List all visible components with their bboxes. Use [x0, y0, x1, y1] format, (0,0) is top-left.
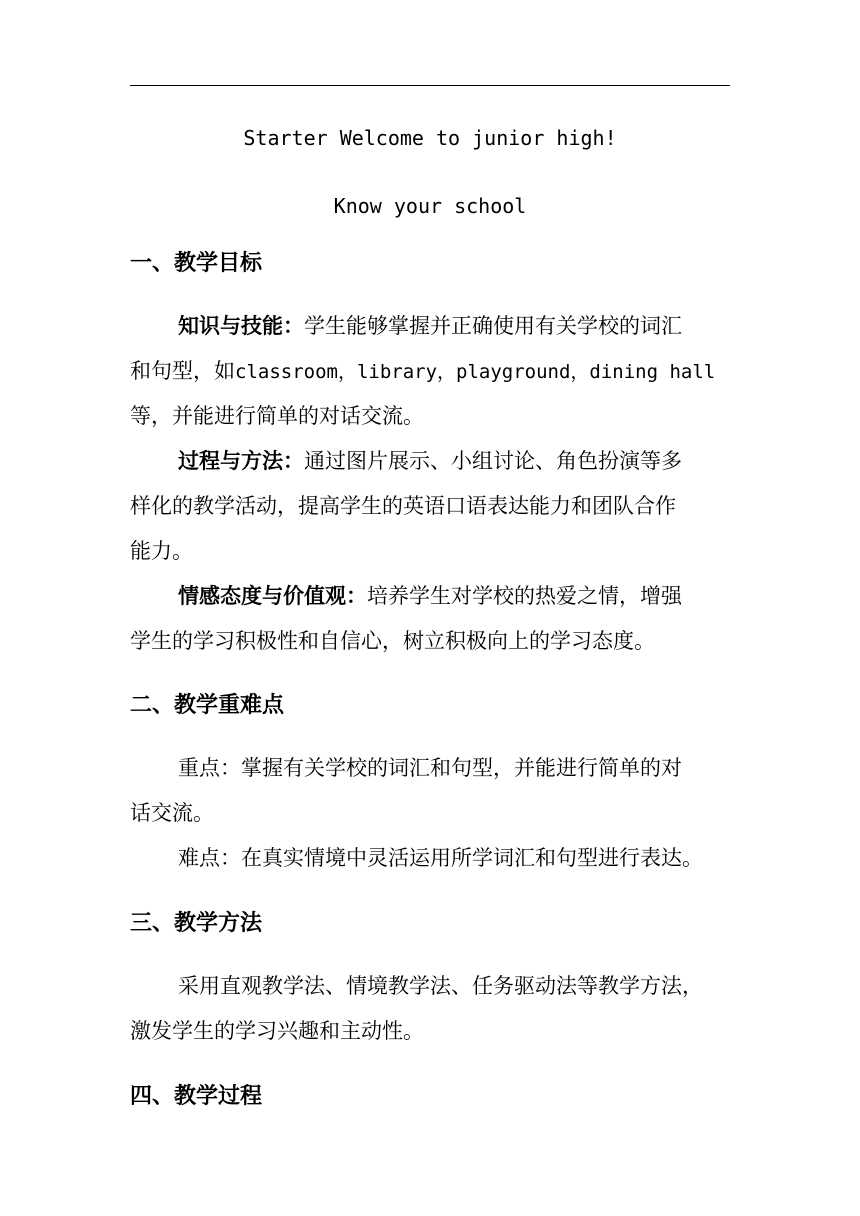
paragraph-line: 话交流。: [130, 801, 214, 825]
paragraph-text: 学生能够掌握并正确使用有关学校的词汇: [304, 314, 682, 338]
paragraph-lead: 过程与方法：: [178, 449, 304, 473]
paragraph-line: 等，并能进行简单的对话交流。: [130, 404, 424, 428]
paragraph-key-point: [130, 746, 730, 836]
section-heading-process: 四、教学过程: [130, 1084, 263, 1109]
paragraph-teaching-methods: [130, 964, 730, 1054]
paragraph-line: [130, 349, 730, 394]
paragraph-knowledge-skills: [130, 304, 730, 439]
paragraph-line: 能力。: [130, 539, 193, 563]
vocabulary-examples: classroom，library，playground，dining hall: [235, 361, 716, 383]
section-heading-methods: 三、教学方法: [130, 911, 263, 936]
paragraph-line: [130, 574, 730, 619]
paragraph-line: 重点：掌握有关学校的词汇和句型，并能进行简单的对: [178, 756, 682, 780]
paragraph-line: 采用直观教学法、情境教学法、任务驱动法等教学方法，: [178, 974, 703, 998]
paragraph-line: [130, 439, 730, 484]
document-subtitle: Know your school: [333, 194, 527, 218]
paragraph-line: 学生的学习积极性和自信心，树立积极向上的学习态度。: [130, 629, 655, 653]
header-rule: [130, 85, 730, 86]
paragraph-text: 培养学生对学校的热爱之情，增强: [367, 584, 682, 608]
paragraph-text: 和句型，如: [130, 359, 235, 383]
paragraph-line: 难点：在真实情境中灵活运用所学词汇和句型进行表达。: [178, 846, 703, 870]
section-heading-objectives: 一、教学目标: [130, 251, 263, 276]
paragraph-line: [130, 304, 730, 349]
paragraph-lead: 情感态度与价值观：: [178, 584, 367, 608]
paragraph-attitudes-values: [130, 574, 730, 664]
paragraph-line: 样化的教学活动，提高学生的英语口语表达能力和团队合作: [130, 494, 676, 518]
paragraph-process-methods: [130, 439, 730, 574]
paragraph-text: 通过图片展示、小组讨论、角色扮演等多: [304, 449, 682, 473]
document-title: Starter Welcome to junior high!: [243, 126, 617, 150]
section-heading-key-points: 二、教学重难点: [130, 693, 285, 718]
paragraph-lead: 知识与技能：: [178, 314, 304, 338]
paragraph-difficult-point: [130, 836, 730, 881]
paragraph-line: 激发学生的学习兴趣和主动性。: [130, 1019, 424, 1043]
